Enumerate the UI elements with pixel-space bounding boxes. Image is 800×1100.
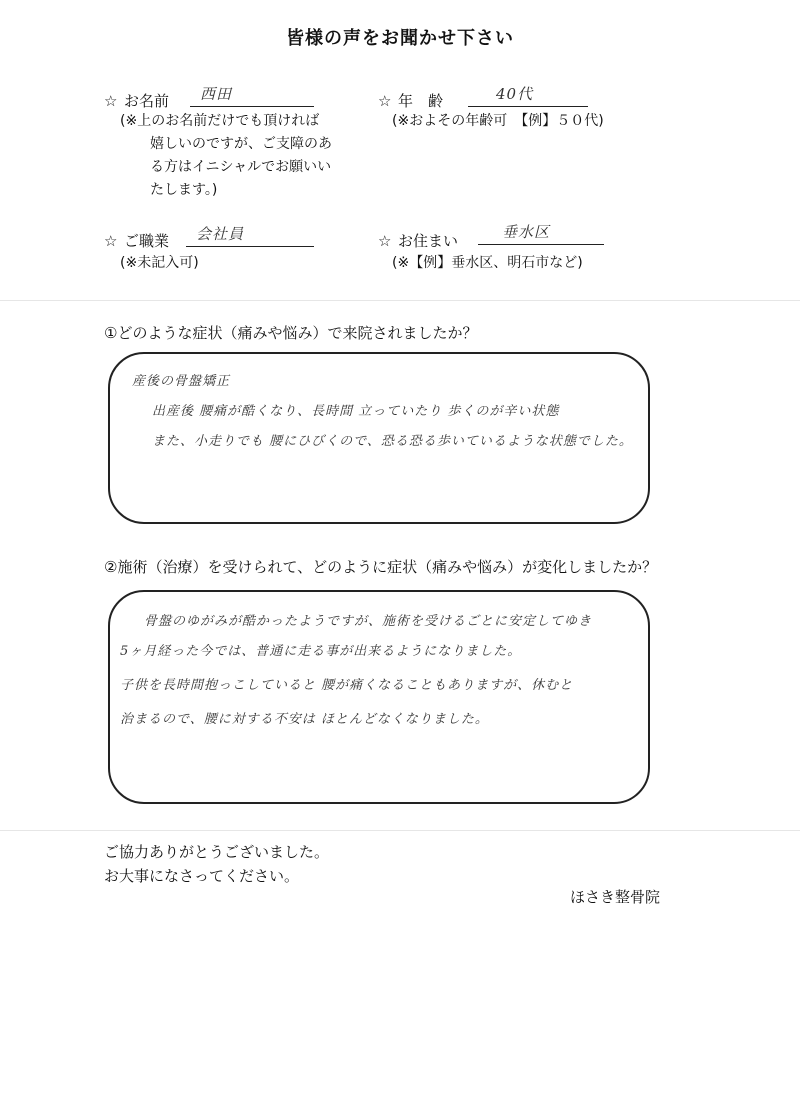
address-field	[378, 230, 458, 251]
star-icon: ☆	[104, 232, 118, 250]
answer-1-line: また、小走りでも 腰にひびくので、恐る恐る歩いているような状態でした。	[152, 434, 633, 449]
address-answer-line	[478, 222, 604, 245]
age-field	[378, 90, 443, 111]
question-1: ①どのような症状（痛みや悩み）で来院されましたか？	[104, 324, 478, 342]
answer-1-line: 産後の骨盤矯正	[132, 374, 231, 389]
star-icon: ☆	[378, 92, 392, 110]
occupation-note: (※未記入可)	[120, 255, 199, 271]
answer-2-line: 子供を長時間抱っこしていると 腰が痛くなることもありますが、休むと	[120, 678, 574, 693]
answer-1-line: 出産後 腰痛が酷くなり、長時間 立っていたり 歩くのが辛い状態	[152, 404, 560, 419]
address-note: (※【例】垂水区、明石市など)	[392, 255, 583, 271]
fold-line	[0, 300, 800, 301]
name-note: (※上のお名前だけでも頂ければ 嬉しいのですが、ご支障のあ る方はイニシャルでお願いい たします。)	[120, 113, 332, 198]
clinic-name: ほさき整骨院	[570, 888, 661, 906]
question-2: ②施術（治療）を受けられて、どのように症状（痛みや悩み）が変化しましたか？	[104, 558, 658, 576]
address-label: お住まい	[398, 232, 459, 250]
star-icon: ☆	[378, 232, 392, 250]
address-value: 垂水区	[502, 223, 551, 241]
age-note: (※およその年齢可 【例】５０代)	[392, 113, 604, 129]
answer-2-line: 骨盤のゆがみが酷かったようですが、施術を受けるごとに安定してゆき	[144, 614, 593, 629]
occupation-answer-line	[186, 224, 314, 247]
name-value: 西田	[200, 85, 233, 103]
page-title: 皆様の声をお聞かせ下さい	[286, 28, 514, 49]
occupation-value: 会社員	[196, 225, 245, 243]
fold-line	[0, 830, 800, 831]
age-value: 40代	[496, 85, 534, 103]
age-label: 年 齢	[398, 92, 444, 110]
answer-box-2	[108, 590, 650, 804]
answer-2-line: 5ヶ月経った今では、普通に走る事が出来るようになりました。	[120, 644, 522, 659]
answer-2-line: 治まるので、腰に対する不安は ほとんどなくなりました。	[120, 712, 489, 727]
answer-box-1	[108, 352, 650, 524]
occupation-label: ご職業	[124, 232, 170, 250]
occupation-field	[104, 230, 169, 251]
name-label: お名前	[124, 92, 170, 110]
name-answer-line	[190, 84, 314, 107]
name-field	[104, 90, 169, 111]
age-answer-line	[468, 84, 588, 107]
closing-message: ご協力ありがとうございました。 お大事になさってください。	[104, 843, 330, 885]
star-icon: ☆	[104, 92, 118, 110]
